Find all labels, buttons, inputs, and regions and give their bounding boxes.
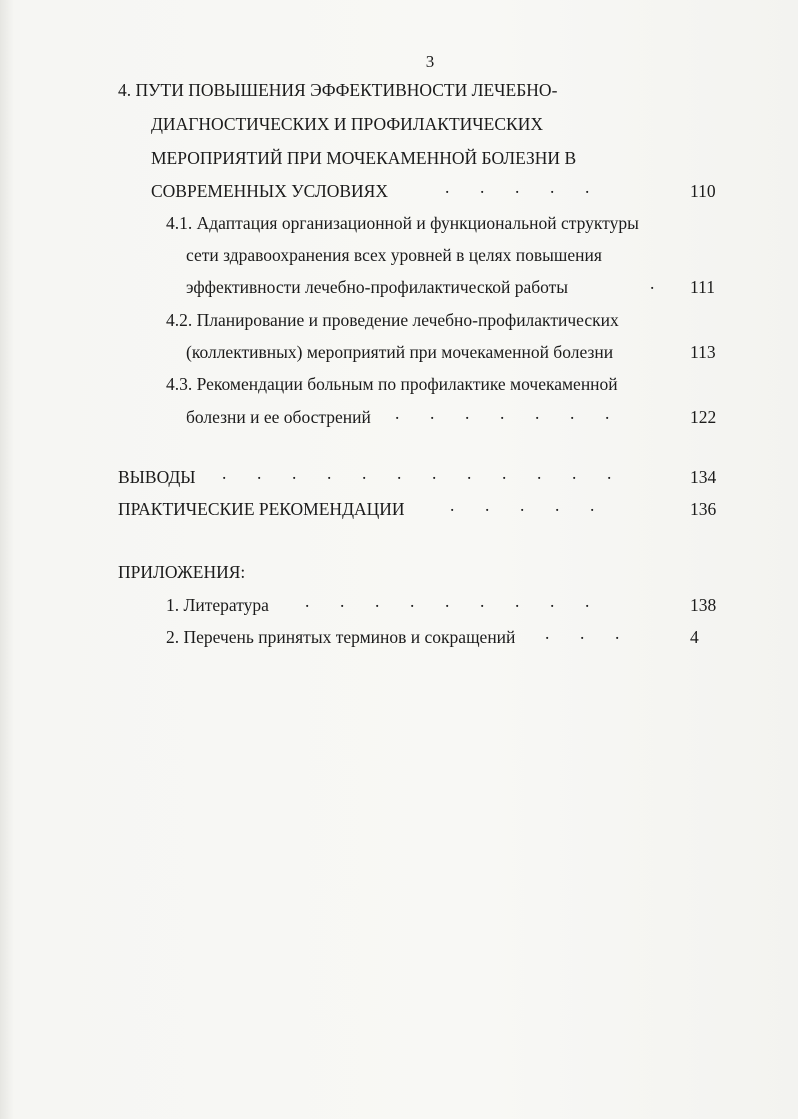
chapter4-title-line-4: СОВРЕМЕННЫХ УСЛОВИЯХ <box>151 181 388 201</box>
section-4-3-line-2: болезни и ее обострений <box>186 407 371 427</box>
chapter4-title-line-3: МЕРОПРИЯТИЙ ПРИ МОЧЕКАМЕННОЙ БОЛЕЗНИ В <box>151 148 577 168</box>
section-4-3-page: 122 <box>690 407 717 427</box>
appendix-item-literature: 1. Литература <box>166 595 269 615</box>
leader-dots: . <box>650 273 655 293</box>
section-4-1-line-3: эффективности лечебно-профилактической работы <box>186 277 569 297</box>
recommendations-page: 136 <box>690 499 717 519</box>
leader-dots: . . . . . . . . . . . . <box>222 463 612 483</box>
leader-dots: . . . . . . . <box>395 403 610 423</box>
appendix-literature-page: 138 <box>690 595 717 615</box>
appendices-title: ПРИЛОЖЕНИЯ: <box>118 562 246 582</box>
section-4-1-line-1: 4.1. Адаптация организационной и функциональной структуры <box>166 213 639 233</box>
section-4-2-line-1: 4.2. Планирование и проведение лечебно-профилактических <box>166 310 619 330</box>
section-4-2-page: 113 <box>690 342 716 362</box>
chapter4-title-line-1: 4. ПУТИ ПОВЫШЕНИЯ ЭФФЕКТИВНОСТИ ЛЕЧЕБНО- <box>118 80 558 100</box>
recommendations-title: ПРАКТИЧЕСКИЕ РЕКОМЕНДАЦИИ <box>118 499 405 519</box>
chapter4-title-line-2: ДИАГНОСТИЧЕСКИХ И ПРОФИЛАКТИЧЕСКИХ <box>151 114 543 134</box>
appendix-item-terms: 2. Перечень принятых терминов и сокращений <box>166 627 516 647</box>
leader-dots: . . . . . <box>450 495 595 515</box>
leader-dots: . . . <box>545 623 620 643</box>
section-4-3-line-1: 4.3. Рекомендации больным по профилактике мочекаменной <box>166 374 618 394</box>
leader-dots: . . . . . <box>445 177 590 197</box>
leader-dots: . . . . . . . . . <box>305 591 590 611</box>
conclusions-title: ВЫВОДЫ <box>118 467 196 487</box>
page-number: 3 <box>425 52 435 71</box>
section-4-1-page: 111 <box>690 277 715 297</box>
appendix-terms-page: 4 <box>690 627 699 647</box>
section-4-2-line-2: (коллективных) мероприятий при мочекаменной болезни <box>186 342 614 362</box>
conclusions-page: 134 <box>690 467 717 487</box>
chapter4-page: 110 <box>690 181 716 201</box>
section-4-1-line-2: сети здравоохранения всех уровней в целях повышения <box>186 245 602 265</box>
